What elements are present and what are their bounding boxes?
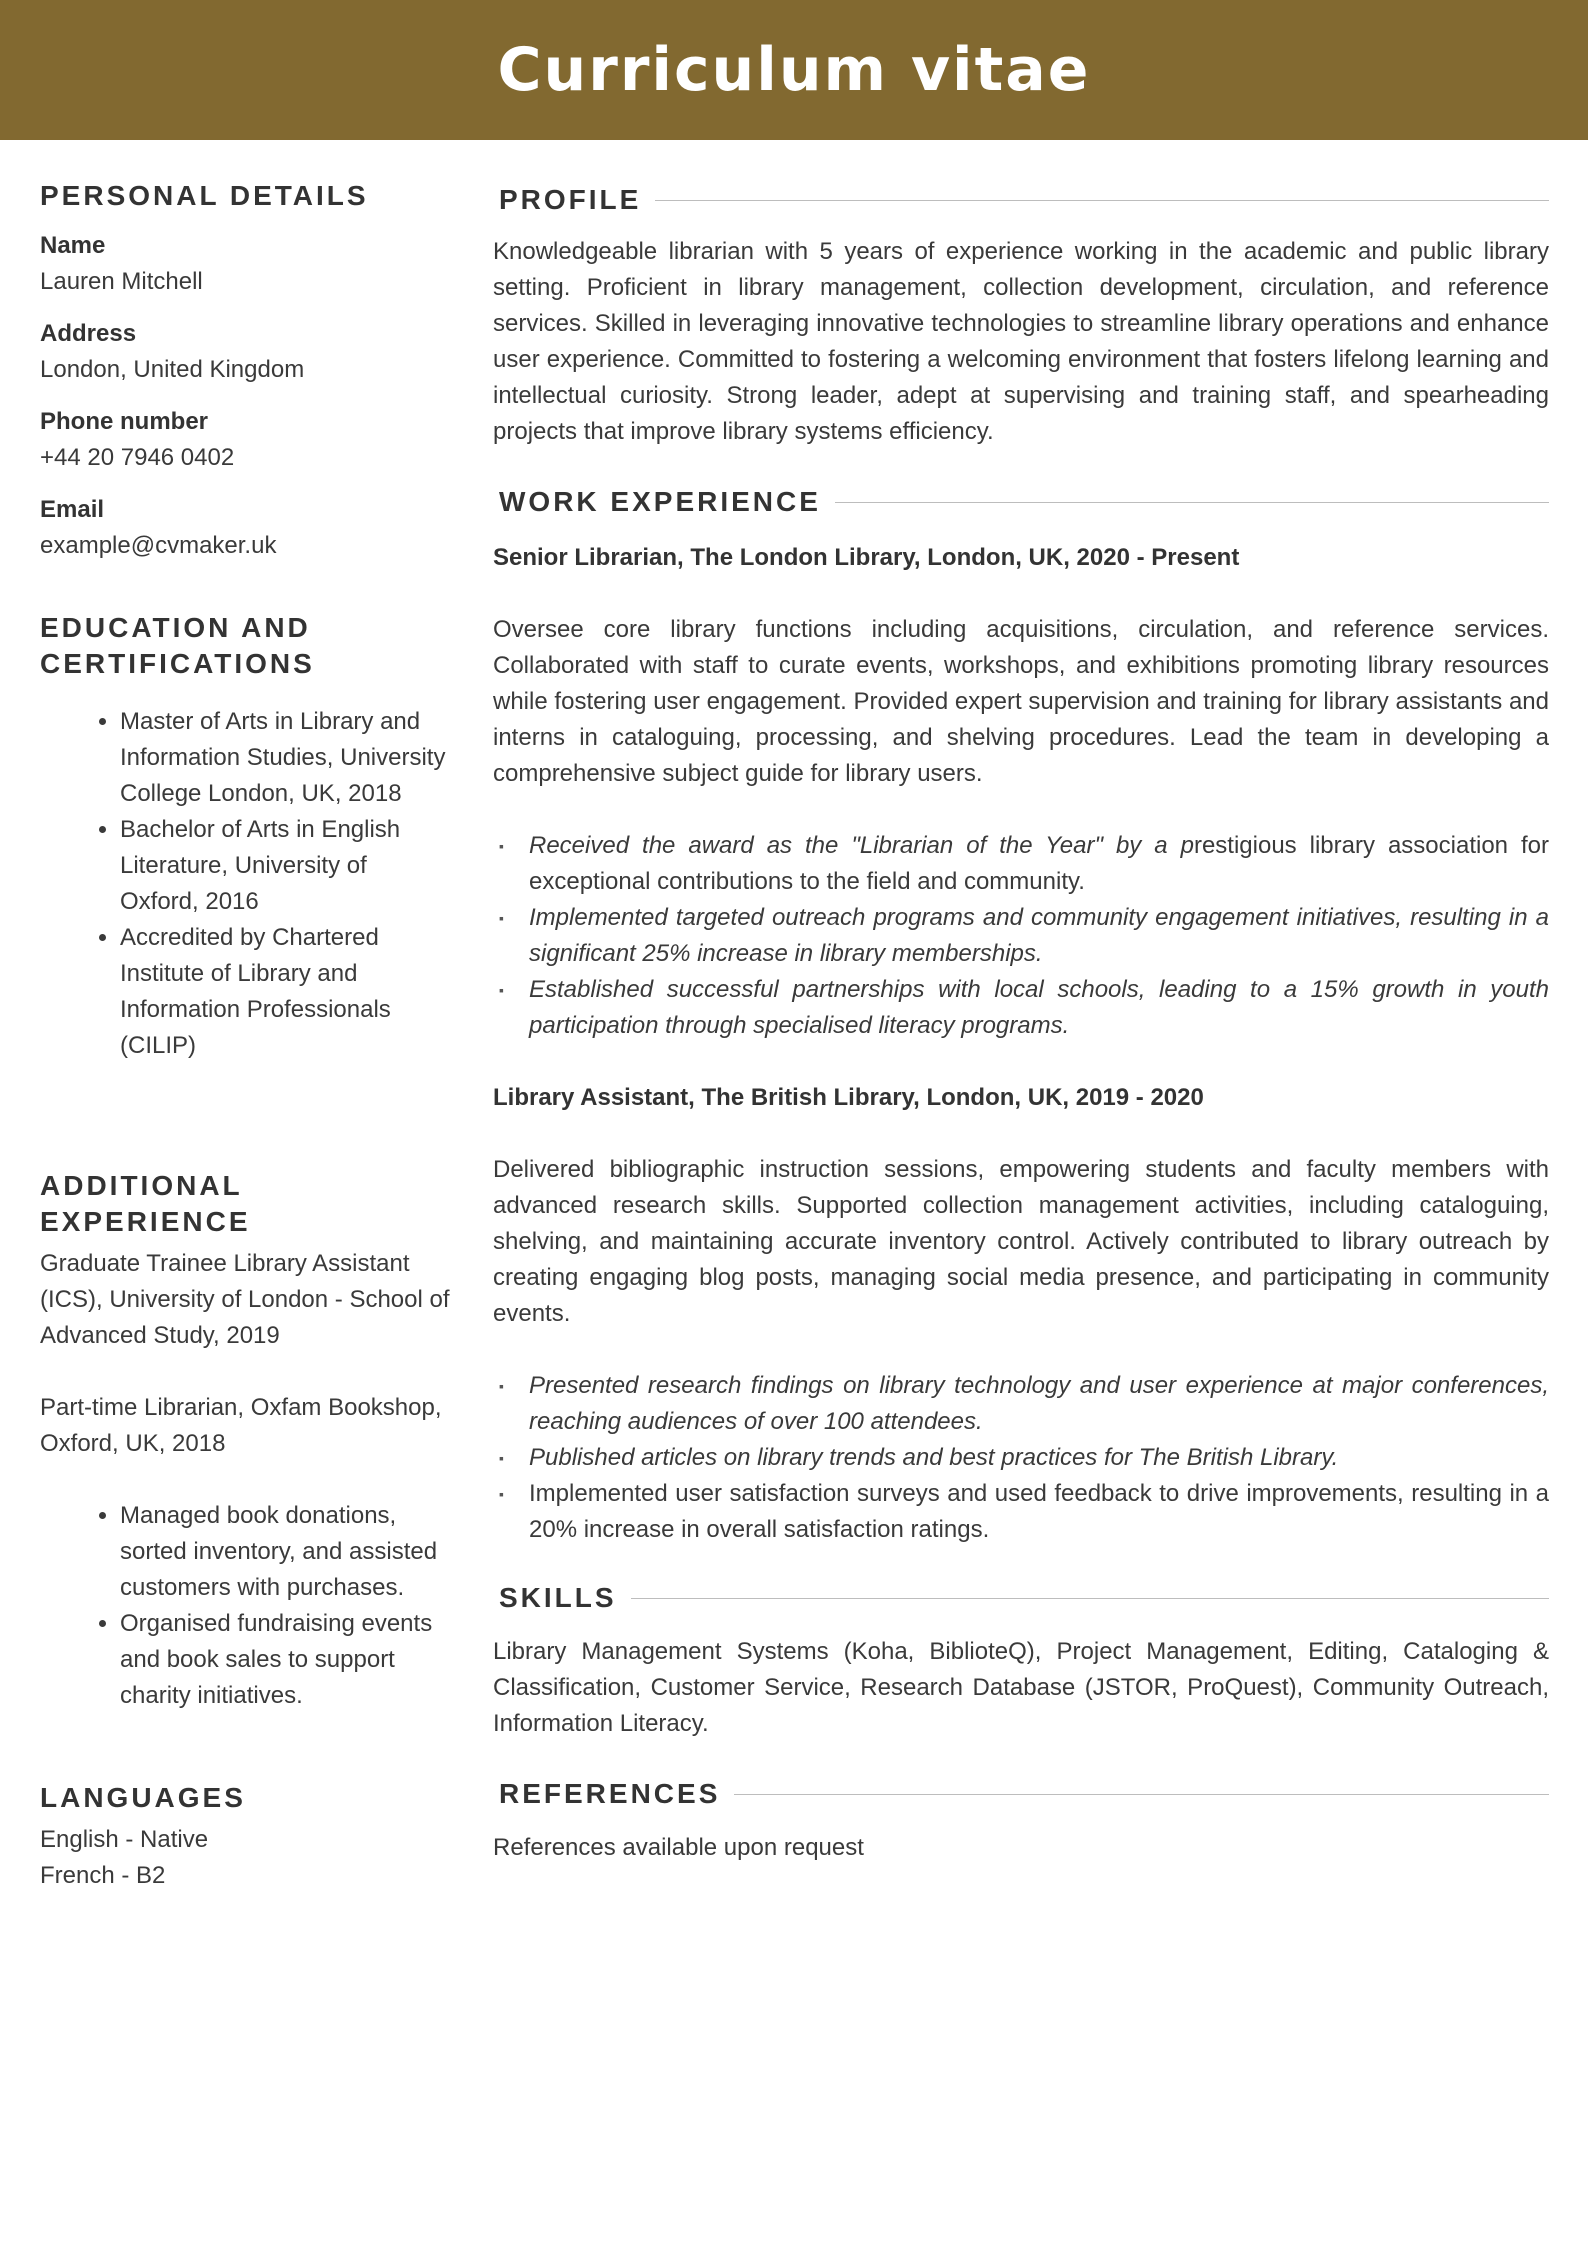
profile-heading (499, 178, 1549, 222)
section-divider (734, 1794, 1549, 1795)
left-column (40, 178, 450, 1894)
list-item: • Organised fundraising events and book sales to support charity initiatives. (120, 1606, 450, 1714)
languages-heading: LANGUAGES (40, 1782, 246, 1813)
section-divider (835, 502, 1549, 503)
language-item: English - Native (40, 1826, 209, 1853)
achievement-italic: Received the award as the "Librarian of the Year" by a p (529, 832, 1194, 859)
field-label: Email (40, 496, 105, 523)
list-item: • Bachelor of Arts in English Literature, University of Oxford, 2016 (120, 812, 450, 920)
address-field (40, 316, 450, 388)
education-heading-line1: EDUCATION AND (40, 612, 311, 643)
list-item: ▪ Established successful partnerships with local schools, leading to a 15% growth in youth participation through specialised literacy programs. (529, 972, 1549, 1044)
job-description: Delivered bibliographic instruction sessions, empowering students and faculty members with advanced research skills. Supported collection management activities, including cataloguing, shelving, and maintaining accurate inventory control. Actively contributed to library outreach by creating engaging blog posts, managing social media presence, and participating in community events. (493, 1156, 1549, 1327)
list-item: ▪ Presented research findings on library technology and user experience at major conferences, reaching audiences of over 100 attendees. (529, 1368, 1549, 1440)
section-title: WORK EXPERIENCE (499, 486, 821, 517)
name-field (40, 228, 450, 300)
list-item: • Accredited by Chartered Institute of Library and Information Professionals (CILIP) (120, 920, 450, 1064)
section-title: REFERENCES (499, 1778, 721, 1809)
list-item: ▪ Implemented targeted outreach programs and community engagement initiatives, resulting in a significant 25% increase in library memberships. (529, 900, 1549, 972)
right-column (493, 178, 1549, 1866)
list-item (529, 828, 1549, 900)
field-label: Name (40, 232, 106, 259)
job-description: Oversee core library functions including acquisitions, circulation, and reference services. Collaborated with staff to curate events, workshops, and exhibitions promoting library resources while fostering user engagement. Provided expert supervision and training for library assistants and interns in cataloguing, processing, and shelving procedures. Lead the team in developing a comprehensive subject guide for library users. (493, 616, 1549, 787)
field-value: Lauren Mitchell (40, 268, 203, 295)
additional-entry: Graduate Trainee Library Assistant (ICS), University of London - School of Advanced Study, 2019 (40, 1250, 450, 1349)
list-item: • Managed book donations, sorted inventory, and assisted customers with purchases. (120, 1498, 450, 1606)
phone-field (40, 404, 450, 476)
field-value: +44 20 7946 0402 (40, 444, 235, 471)
field-value: London, United Kingdom (40, 356, 305, 383)
section-title: SKILLS (499, 1582, 617, 1613)
list-item: • Master of Arts in Library and Information Studies, University College London, UK, 2018 (120, 704, 450, 812)
profile-text: Knowledgeable librarian with 5 years of experience working in the academic and public library setting. Proficient in library management, collection development, circulation, and reference services. Skilled in leveraging innovative technologies to streamline library operations and enhance user experience. Committed to fostering a welcoming environment that fosters lifelong learning and intellectual curiosity. Strong leader, adept at supervising and training staff, and spearheading projects that improve library systems efficiency. (493, 238, 1549, 445)
references-text: References available upon request (493, 1834, 864, 1861)
personal-details-heading: PERSONAL DETAILS (40, 180, 369, 211)
header-banner (0, 0, 1588, 140)
education-heading-line2: CERTIFICATIONS (40, 648, 315, 679)
email-field (40, 492, 450, 564)
section-divider (655, 200, 1549, 201)
skills-text: Library Management Systems (Koha, BiblioteQ), Project Management, Editing, Cataloging & Classification, Customer Service, Research Database (JSTOR, ProQuest), Community Outreach, Information Literacy. (493, 1638, 1549, 1737)
field-value: example@cvmaker.uk (40, 532, 277, 559)
field-label: Phone number (40, 408, 209, 435)
additional-entry: Part-time Librarian, Oxfam Bookshop, Oxford, UK, 2018 (40, 1394, 442, 1457)
section-title: PROFILE (499, 184, 642, 215)
list-item: ▪ Published articles on library trends and best practices for The British Library. (529, 1440, 1549, 1476)
section-divider (631, 1598, 1549, 1599)
job-title: Senior Librarian, The London Library, London, UK, 2020 - Present (493, 544, 1240, 571)
skills-heading (499, 1576, 1549, 1620)
personal-details (40, 228, 450, 564)
additional-experience-section (40, 1168, 450, 1714)
work-experience-heading (499, 480, 1549, 524)
achievement-text: restigious library association for exceptional contributions to the field and community. (529, 832, 1549, 895)
education-list (40, 704, 450, 1064)
education-section (40, 610, 450, 1064)
job-achievements (493, 828, 1549, 1044)
references-heading (499, 1772, 1549, 1816)
additional-list (40, 1498, 450, 1714)
languages-section (40, 1780, 450, 1894)
list-item: ▪ Implemented user satisfaction surveys and used feedback to drive improvements, resulting in a 20% increase in overall satisfaction ratings. (529, 1476, 1549, 1548)
field-label: Address (40, 320, 137, 347)
language-item: French - B2 (40, 1862, 166, 1889)
job-title: Library Assistant, The British Library, London, UK, 2019 - 2020 (493, 1084, 1204, 1111)
job-achievements (493, 1368, 1549, 1548)
page-title: Curriculum vitae (497, 35, 1091, 105)
additional-experience-heading: ADDITIONAL EXPERIENCE (40, 1170, 251, 1237)
